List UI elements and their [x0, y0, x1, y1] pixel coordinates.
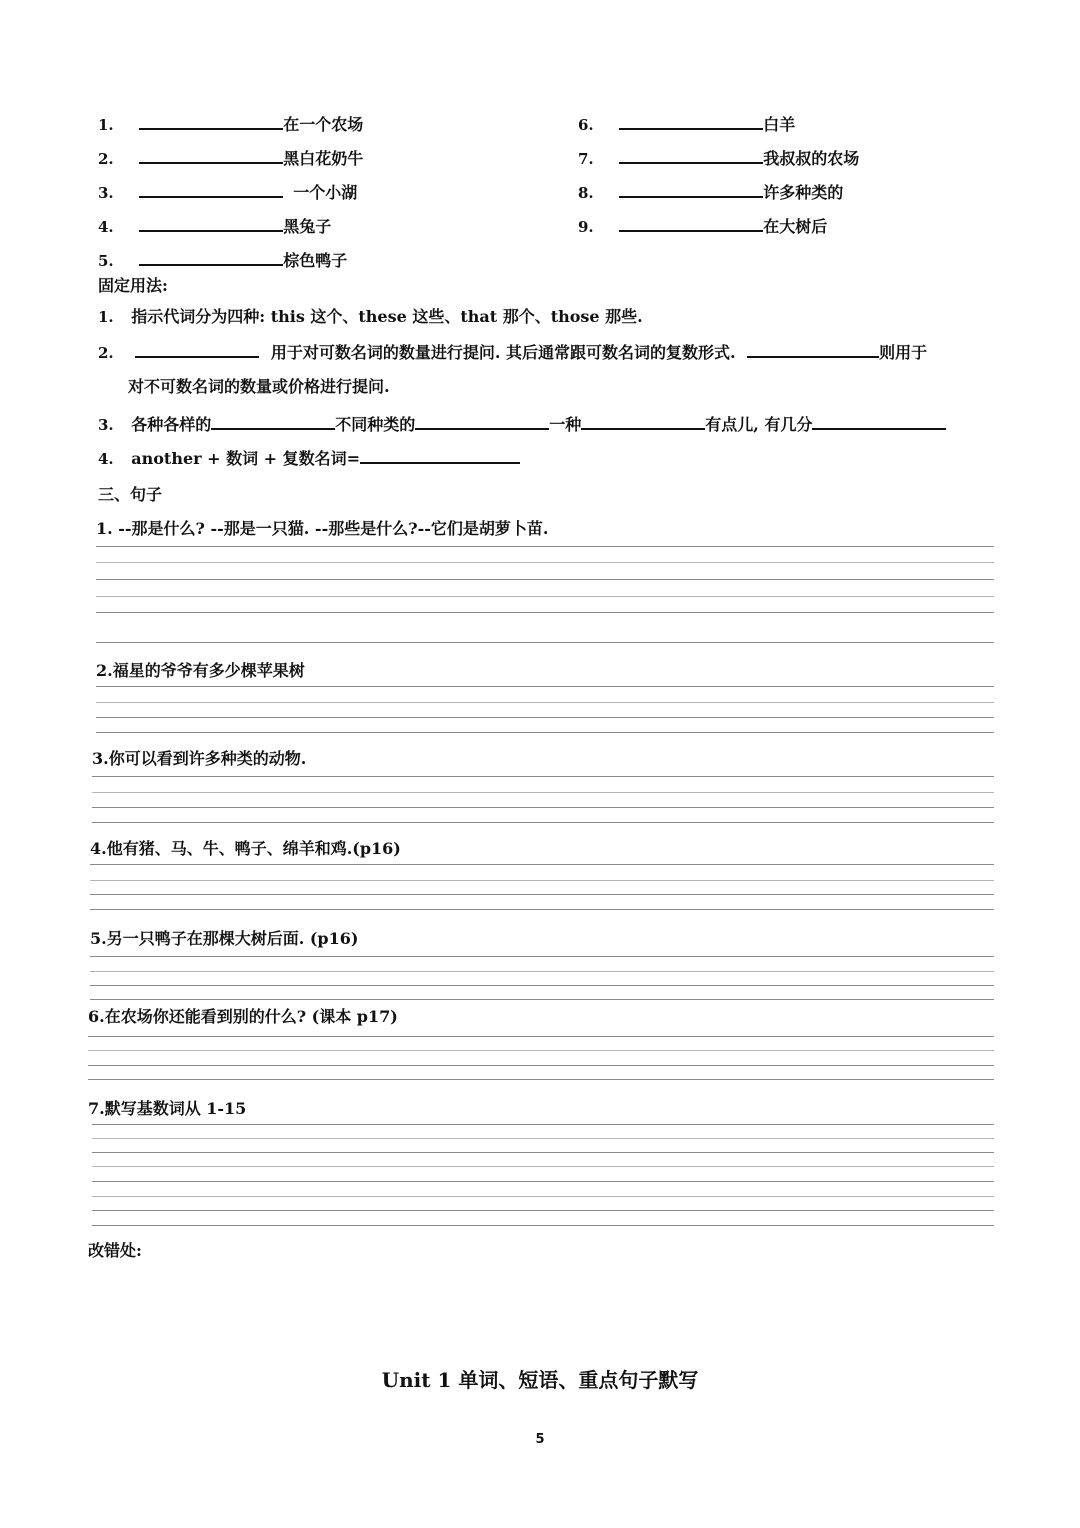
item-text: 一种: [549, 415, 582, 434]
item-text: 棕色鸭子: [283, 251, 348, 270]
writing-line: [90, 971, 994, 972]
writing-line: [92, 776, 994, 777]
writing-line: [92, 1152, 994, 1153]
sentence-prompt-1: 1. --那是什么? --那是一只猫. --那些是什么?--它们是胡萝卜苗.: [96, 519, 549, 538]
answer-blank[interactable]: [812, 427, 946, 430]
writing-line: [96, 642, 994, 643]
writing-line: [96, 562, 994, 563]
item-text: 在大树后: [763, 217, 828, 236]
usage-item-3: [98, 412, 946, 435]
vocab-item: [98, 180, 357, 203]
writing-line: [88, 1036, 994, 1037]
writing-line: [88, 1065, 994, 1066]
vocab-item: [98, 146, 363, 169]
vocab-item: [98, 214, 331, 237]
correction-label: 改错处:: [88, 1241, 142, 1260]
item-number: 3.: [98, 416, 114, 434]
writing-line: [90, 894, 994, 895]
answer-blank[interactable]: [139, 195, 283, 198]
sentence-prompt-2: 2.福星的爷爷有多少棵苹果树: [96, 661, 305, 680]
writing-line: [92, 1181, 994, 1182]
writing-line: [96, 702, 994, 703]
writing-line: [92, 1210, 994, 1211]
item-text: 各种各样的: [131, 415, 212, 434]
item-text: 黑白花奶牛: [283, 149, 364, 168]
sentence-prompt-5: 5.另一只鸭子在那棵大树后面. (p16): [90, 929, 359, 948]
item-number: 4.: [98, 450, 114, 468]
usage-item-2: [98, 340, 927, 363]
writing-line: [92, 822, 994, 823]
item-text: another + 数词 + 复数名词=: [131, 449, 361, 468]
answer-blank[interactable]: [139, 263, 283, 266]
sentence-prompt-4: 4.他有猪、马、牛、鸭子、绵羊和鸡.(p16): [90, 839, 401, 858]
sentence-prompt-7: 7.默写基数词从 1-15: [88, 1099, 247, 1118]
sentence-prompt-3: 3.你可以看到许多种类的动物.: [92, 749, 307, 768]
vocab-item: [578, 146, 859, 169]
writing-line: [90, 985, 994, 986]
writing-line: [92, 1166, 994, 1167]
answer-blank[interactable]: [619, 161, 763, 164]
writing-line: [96, 686, 994, 687]
writing-line: [90, 909, 994, 910]
writing-line: [96, 579, 994, 580]
answer-blank[interactable]: [139, 161, 283, 164]
writing-line: [92, 1225, 994, 1226]
writing-line: [92, 792, 994, 793]
answer-blank[interactable]: [360, 461, 520, 464]
item-number: 5.: [98, 252, 114, 270]
item-number: 3.: [98, 184, 114, 202]
item-number: 8.: [578, 184, 594, 202]
item-text: 指示代词分为四种: this 这个、these 这些、that 那个、those 那些.: [131, 307, 643, 326]
writing-line: [90, 956, 994, 957]
item-text: 黑兔子: [283, 217, 332, 236]
writing-line: [96, 596, 994, 597]
item-text: 在一个农场: [283, 115, 364, 134]
answer-blank[interactable]: [747, 355, 879, 358]
item-number: 1.: [98, 116, 114, 134]
item-text: 我叔叔的农场: [763, 149, 860, 168]
usage-heading: 固定用法:: [98, 276, 168, 295]
writing-line: [90, 880, 994, 881]
answer-blank[interactable]: [581, 427, 705, 430]
footer-title: Unit 1 单词、短语、重点句子默写: [381, 1368, 699, 1392]
vocab-item: [578, 214, 827, 237]
item-text: 则用于: [879, 343, 928, 362]
writing-line: [92, 1124, 994, 1125]
writing-line: [96, 717, 994, 718]
item-text: 许多种类的: [763, 183, 844, 202]
page-number: 5: [535, 1432, 545, 1447]
item-number: 9.: [578, 218, 594, 236]
item-number: 2.: [98, 150, 114, 168]
item-text: 一个小湖: [293, 183, 358, 202]
sentence-prompt-6: 6.在农场你还能看到别的什么? (课本 p17): [88, 1007, 398, 1026]
writing-line: [90, 999, 994, 1000]
writing-line: [96, 732, 994, 733]
answer-blank[interactable]: [619, 127, 763, 130]
writing-line: [96, 546, 994, 547]
answer-blank[interactable]: [211, 427, 335, 430]
answer-blank[interactable]: [415, 427, 549, 430]
item-number: 6.: [578, 116, 594, 134]
writing-line: [90, 864, 994, 865]
item-text: 用于对可数名词的数量进行提问. 其后通常跟可数名词的复数形式.: [270, 343, 736, 362]
writing-line: [88, 1079, 994, 1080]
writing-line: [88, 1050, 994, 1051]
vocab-item: [98, 248, 347, 271]
writing-line: [92, 1138, 994, 1139]
writing-line: [96, 612, 994, 613]
answer-blank[interactable]: [139, 229, 283, 232]
usage-item-4: [98, 446, 520, 469]
item-number: 7.: [578, 150, 594, 168]
vocab-item: [578, 112, 795, 135]
answer-blank[interactable]: [135, 355, 259, 358]
sentences-heading: 三、句子: [98, 485, 163, 504]
item-number: 4.: [98, 218, 114, 236]
writing-line: [92, 1196, 994, 1197]
vocab-item: [98, 112, 363, 135]
vocab-item: [578, 180, 843, 203]
answer-blank[interactable]: [619, 195, 763, 198]
item-text: 不同种类的: [335, 415, 416, 434]
usage-item-2-continued: 对不可数名词的数量或价格进行提问.: [128, 377, 390, 396]
item-number: 2.: [98, 344, 114, 362]
item-text: 有点儿, 有几分: [705, 415, 813, 434]
answer-blank[interactable]: [139, 127, 283, 130]
item-number: 1.: [98, 308, 114, 326]
answer-blank[interactable]: [619, 229, 763, 232]
item-text: 白羊: [763, 115, 796, 134]
writing-line: [92, 807, 994, 808]
usage-item-1: [98, 304, 643, 327]
